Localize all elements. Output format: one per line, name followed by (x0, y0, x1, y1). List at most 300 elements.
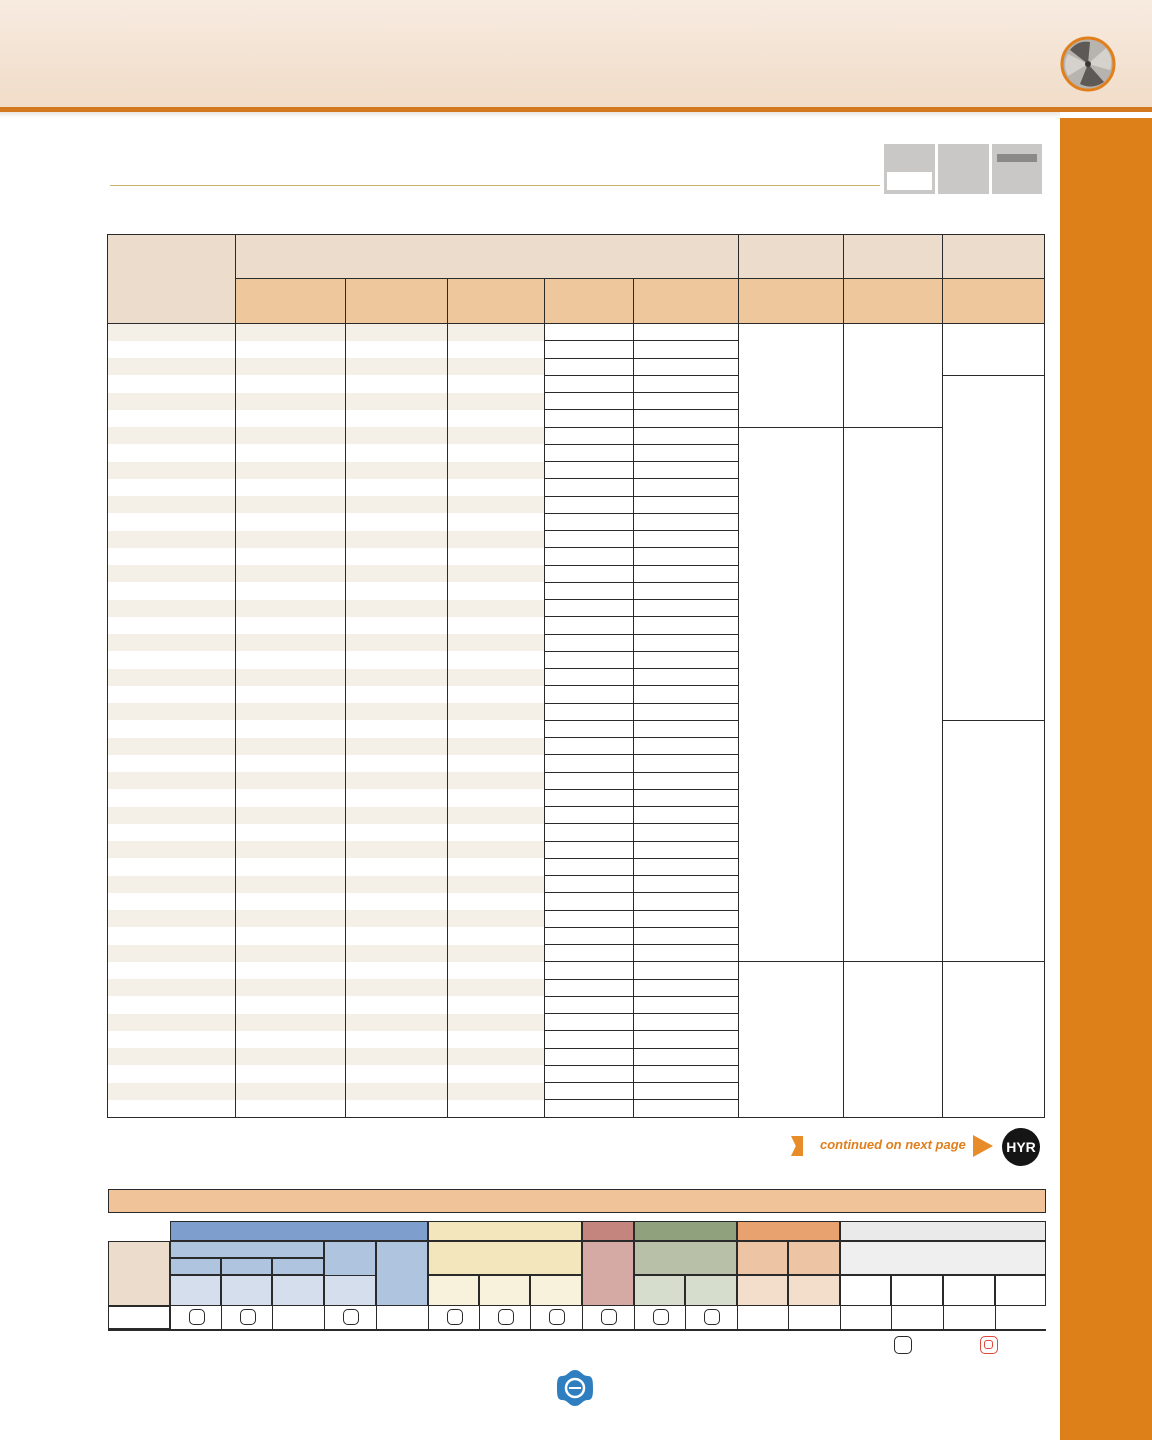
table-cell (448, 324, 545, 341)
table-cell (346, 651, 448, 668)
table-cell (545, 393, 634, 410)
material-subgroup-cell (221, 1258, 272, 1275)
table-cell (236, 962, 346, 979)
table-cell (545, 772, 634, 789)
table-cell (346, 496, 448, 513)
table-cell (108, 1048, 236, 1065)
table-cell (346, 600, 448, 617)
material-type-cell (891, 1275, 943, 1306)
table-cell (634, 1065, 739, 1082)
table-cell (236, 1048, 346, 1065)
rounded-square-icon (189, 1309, 205, 1325)
table-cell (634, 686, 739, 703)
table-cell (346, 824, 448, 841)
table-cell (448, 1100, 545, 1117)
subheader-cell-7 (844, 279, 943, 324)
table-cell (448, 427, 545, 444)
material-type-cell (324, 1275, 376, 1306)
table-cell (545, 686, 634, 703)
table-cell (108, 617, 236, 634)
table-cell (108, 910, 236, 927)
table-cell (346, 669, 448, 686)
table-cell (634, 755, 739, 772)
table-cell (545, 996, 634, 1013)
material-rating-cell (324, 1306, 376, 1329)
side-tab-band (1060, 118, 1152, 1440)
rounded-square-icon (894, 1336, 912, 1354)
table-cell (346, 841, 448, 858)
table-cell (108, 824, 236, 841)
material-subgroup-header (170, 1241, 324, 1258)
table-cell (545, 910, 634, 927)
table-cell (634, 651, 739, 668)
table-cell (545, 462, 634, 479)
table-cell (236, 600, 346, 617)
table-cell (108, 927, 236, 944)
table-cell (346, 548, 448, 565)
table-cell (236, 841, 346, 858)
table-cell (634, 410, 739, 427)
subheader-cell-6 (739, 279, 844, 324)
table-cell (448, 927, 545, 944)
table-cell (448, 582, 545, 599)
table-cell (448, 651, 545, 668)
material-type-cell (995, 1275, 1046, 1306)
table-cell (634, 393, 739, 410)
table-cell (108, 410, 236, 427)
material-rating-cell (840, 1306, 891, 1329)
table-cell (108, 462, 236, 479)
table-cell (634, 841, 739, 858)
material-group-header (634, 1221, 737, 1241)
table-cell (545, 824, 634, 841)
table-cell (634, 1083, 739, 1100)
table-cell (634, 358, 739, 375)
table-cell (448, 1083, 545, 1100)
rounded-square-icon (549, 1309, 565, 1325)
table-cell (236, 893, 346, 910)
table-cell (448, 341, 545, 358)
table-cell (236, 1100, 346, 1117)
table-cell (634, 962, 739, 979)
table-cell (634, 910, 739, 927)
table-cell (346, 910, 448, 927)
table-cell (236, 531, 346, 548)
table-cell (108, 479, 236, 496)
table-cell (545, 841, 634, 858)
material-rating-cell (737, 1306, 788, 1329)
series-badge: HYR (1002, 1128, 1040, 1166)
table-cell (346, 462, 448, 479)
rounded-square-icon (653, 1309, 669, 1325)
table-cell (108, 789, 236, 806)
table-cell (448, 617, 545, 634)
table-cell (108, 444, 236, 461)
reference-box-2 (938, 144, 989, 194)
table-cell (545, 427, 634, 444)
table-cell (108, 669, 236, 686)
continued-text: continued on next page (820, 1137, 966, 1152)
material-type-cell (530, 1275, 582, 1306)
table-cell (634, 513, 739, 530)
table-cell (108, 427, 236, 444)
merged-table-cell (943, 324, 1045, 376)
table-cell (108, 1031, 236, 1048)
table-cell (108, 358, 236, 375)
table-cell (346, 444, 448, 461)
material-type-cell (272, 1275, 324, 1306)
table-cell (108, 841, 236, 858)
table-cell (346, 1031, 448, 1048)
table-cell (448, 669, 545, 686)
table-cell (108, 1014, 236, 1031)
material-type-cell (943, 1275, 995, 1306)
table-cell (545, 755, 634, 772)
table-cell (634, 531, 739, 548)
table-cell (236, 444, 346, 461)
table-cell (236, 824, 346, 841)
table-cell (236, 738, 346, 755)
table-cell (346, 1100, 448, 1117)
table-cell (108, 996, 236, 1013)
table-cell (346, 876, 448, 893)
table-cell (236, 565, 346, 582)
table-cell (236, 341, 346, 358)
table-cell (108, 979, 236, 996)
table-cell (448, 686, 545, 703)
table-cell (545, 1014, 634, 1031)
table-cell (236, 1031, 346, 1048)
material-type-cell (634, 1275, 685, 1306)
material-rating-cell (428, 1306, 479, 1329)
table-cell (634, 479, 739, 496)
table-cell (634, 738, 739, 755)
reference-box-3-inset (997, 154, 1037, 162)
table-cell (634, 582, 739, 599)
table-cell (346, 789, 448, 806)
table-cell (545, 1048, 634, 1065)
material-type-cell (685, 1275, 737, 1306)
table-cell (236, 669, 346, 686)
table-cell (108, 858, 236, 875)
header-cell-dimensions (236, 235, 739, 279)
header-shadow (0, 112, 1060, 118)
table-cell (545, 789, 634, 806)
table-cell (545, 927, 634, 944)
table-cell (346, 617, 448, 634)
table-cell (236, 358, 346, 375)
table-cell (448, 444, 545, 461)
table-cell (108, 375, 236, 392)
table-cell (346, 1014, 448, 1031)
table-cell (108, 807, 236, 824)
table-cell (108, 772, 236, 789)
table-cell (545, 1083, 634, 1100)
table-cell (545, 876, 634, 893)
table-cell (545, 979, 634, 996)
table-cell (236, 617, 346, 634)
table-cell (108, 565, 236, 582)
table-cell (448, 1031, 545, 1048)
table-cell (108, 531, 236, 548)
table-cell (236, 548, 346, 565)
table-cell (108, 945, 236, 962)
table-cell (236, 513, 346, 530)
reference-box-3 (992, 144, 1042, 194)
table-cell (545, 479, 634, 496)
table-cell (108, 1083, 236, 1100)
table-cell (545, 531, 634, 548)
table-cell (634, 772, 739, 789)
table-cell (108, 738, 236, 755)
material-subgroup-cell (582, 1241, 634, 1306)
table-cell (634, 324, 739, 341)
rounded-square-icon (601, 1309, 617, 1325)
table-cell (346, 686, 448, 703)
table-cell (236, 393, 346, 410)
table-cell (545, 444, 634, 461)
table-cell (346, 772, 448, 789)
material-group-header (737, 1221, 840, 1241)
table-cell (236, 979, 346, 996)
table-cell (346, 375, 448, 392)
material-type-cell (788, 1275, 840, 1306)
materials-row-label-cell (108, 1241, 170, 1306)
table-cell (236, 634, 346, 651)
table-cell (346, 565, 448, 582)
rounded-square-icon (343, 1309, 359, 1325)
table-cell (346, 513, 448, 530)
table-cell (346, 634, 448, 651)
header-band (0, 0, 1152, 108)
table-cell (448, 496, 545, 513)
material-subgroup-header (840, 1241, 1046, 1275)
table-cell (346, 945, 448, 962)
table-cell (236, 720, 346, 737)
table-cell (634, 427, 739, 444)
material-subgroup-cell (170, 1258, 221, 1275)
table-cell (448, 358, 545, 375)
table-cell (448, 548, 545, 565)
table-cell (108, 755, 236, 772)
subheader-cell-4 (545, 279, 634, 324)
merged-table-cell (739, 427, 844, 962)
table-cell (634, 341, 739, 358)
table-cell (108, 341, 236, 358)
table-cell (108, 893, 236, 910)
spec-table (107, 234, 1045, 1118)
table-cell (545, 496, 634, 513)
material-type-cell (840, 1275, 891, 1306)
material-rating-cell (272, 1306, 324, 1329)
table-cell (448, 876, 545, 893)
rounded-square-icon (704, 1309, 720, 1325)
rounded-square-icon (498, 1309, 514, 1325)
table-cell (545, 410, 634, 427)
table-cell (236, 703, 346, 720)
header-cell-col-7 (739, 235, 844, 279)
table-cell (634, 600, 739, 617)
table-cell (346, 720, 448, 737)
material-subgroup-cell (376, 1241, 428, 1306)
table-cell (108, 703, 236, 720)
table-cell (634, 824, 739, 841)
table-cell (448, 393, 545, 410)
table-cell (634, 617, 739, 634)
subheader-cell-2 (346, 279, 448, 324)
table-cell (236, 582, 346, 599)
table-cell (448, 841, 545, 858)
table-cell (108, 393, 236, 410)
table-cell (346, 893, 448, 910)
continued-arrow-right-icon (973, 1135, 993, 1157)
table-cell (545, 324, 634, 341)
table-cell (108, 324, 236, 341)
table-cell (236, 1014, 346, 1031)
subheader-cell-1 (236, 279, 346, 324)
osg-logo-icon (555, 1368, 595, 1408)
table-cell (346, 807, 448, 824)
table-cell (545, 651, 634, 668)
table-cell (346, 755, 448, 772)
material-rating-cell (891, 1306, 943, 1329)
table-cell (634, 634, 739, 651)
table-cell (634, 789, 739, 806)
table-cell (448, 807, 545, 824)
table-cell (545, 600, 634, 617)
table-cell (448, 513, 545, 530)
table-cell (448, 703, 545, 720)
material-rating-cell (995, 1306, 1046, 1329)
table-cell (634, 1014, 739, 1031)
table-cell (346, 479, 448, 496)
table-cell (448, 565, 545, 582)
table-cell (634, 548, 739, 565)
table-cell (108, 513, 236, 530)
table-cell (236, 651, 346, 668)
materials-table-bottom-rule (108, 1329, 1046, 1331)
table-cell (236, 462, 346, 479)
table-cell (545, 358, 634, 375)
table-cell (634, 375, 739, 392)
table-cell (545, 548, 634, 565)
material-rating-cell (170, 1306, 221, 1329)
table-cell (448, 479, 545, 496)
material-rating-cell (685, 1306, 737, 1329)
table-cell (108, 1065, 236, 1082)
table-cell (346, 1083, 448, 1100)
table-cell (108, 686, 236, 703)
table-cell (108, 720, 236, 737)
double-rounded-square-icon (980, 1336, 998, 1354)
table-cell (448, 945, 545, 962)
table-cell (545, 807, 634, 824)
table-cell (634, 1100, 739, 1117)
table-cell (545, 1100, 634, 1117)
material-rating-cell (479, 1306, 530, 1329)
table-cell (236, 996, 346, 1013)
rounded-square-icon (447, 1309, 463, 1325)
table-cell (236, 1083, 346, 1100)
material-rating-cell (582, 1306, 634, 1329)
material-rating-cell (221, 1306, 272, 1329)
table-cell (634, 703, 739, 720)
table-cell (545, 945, 634, 962)
subheader-cell-5 (634, 279, 739, 324)
merged-table-cell (844, 962, 943, 1117)
table-cell (108, 600, 236, 617)
table-cell (545, 720, 634, 737)
table-cell (448, 738, 545, 755)
merged-table-cell (739, 962, 844, 1117)
table-cell (634, 669, 739, 686)
table-cell (545, 375, 634, 392)
table-cell (448, 531, 545, 548)
material-type-cell (737, 1275, 788, 1306)
table-cell (634, 565, 739, 582)
header-cell-col-8 (844, 235, 943, 279)
merged-table-cell (844, 324, 943, 428)
table-cell (545, 858, 634, 875)
table-cell (634, 1031, 739, 1048)
material-type-cell (221, 1275, 272, 1306)
table-cell (634, 444, 739, 461)
table-cell (448, 755, 545, 772)
table-cell (236, 858, 346, 875)
table-cell (448, 910, 545, 927)
table-row (108, 962, 1045, 979)
table-cell (346, 324, 448, 341)
table-cell (448, 824, 545, 841)
table-cell (634, 893, 739, 910)
table-cell (545, 893, 634, 910)
material-type-cell (479, 1275, 530, 1306)
table-cell (448, 789, 545, 806)
four-flute-tool-icon (1060, 36, 1116, 92)
table-cell (634, 996, 739, 1013)
table-cell (236, 772, 346, 789)
material-subgroup-cell (272, 1258, 324, 1275)
table-cell (236, 789, 346, 806)
table-cell (346, 996, 448, 1013)
materials-rating-label-cell (108, 1306, 170, 1329)
material-group-header (582, 1221, 634, 1241)
table-cell (448, 462, 545, 479)
material-subgroup-header (428, 1241, 582, 1275)
header-cell-edp (108, 235, 236, 324)
table-cell (634, 1048, 739, 1065)
table-cell (108, 496, 236, 513)
merged-table-cell (739, 324, 844, 428)
material-subgroup-cell (788, 1241, 840, 1275)
material-subgroup-header (634, 1241, 737, 1275)
table-cell (236, 755, 346, 772)
table-cell (448, 772, 545, 789)
table-cell (545, 669, 634, 686)
continued-notice (793, 1131, 1043, 1161)
table-cell (236, 927, 346, 944)
table-cell (346, 531, 448, 548)
table-cell (545, 703, 634, 720)
table-cell (545, 1031, 634, 1048)
subheader-cell-8 (943, 279, 1045, 324)
table-cell (108, 548, 236, 565)
table-cell (236, 807, 346, 824)
material-rating-cell (530, 1306, 582, 1329)
table-cell (448, 979, 545, 996)
table-cell (236, 945, 346, 962)
table-cell (346, 427, 448, 444)
